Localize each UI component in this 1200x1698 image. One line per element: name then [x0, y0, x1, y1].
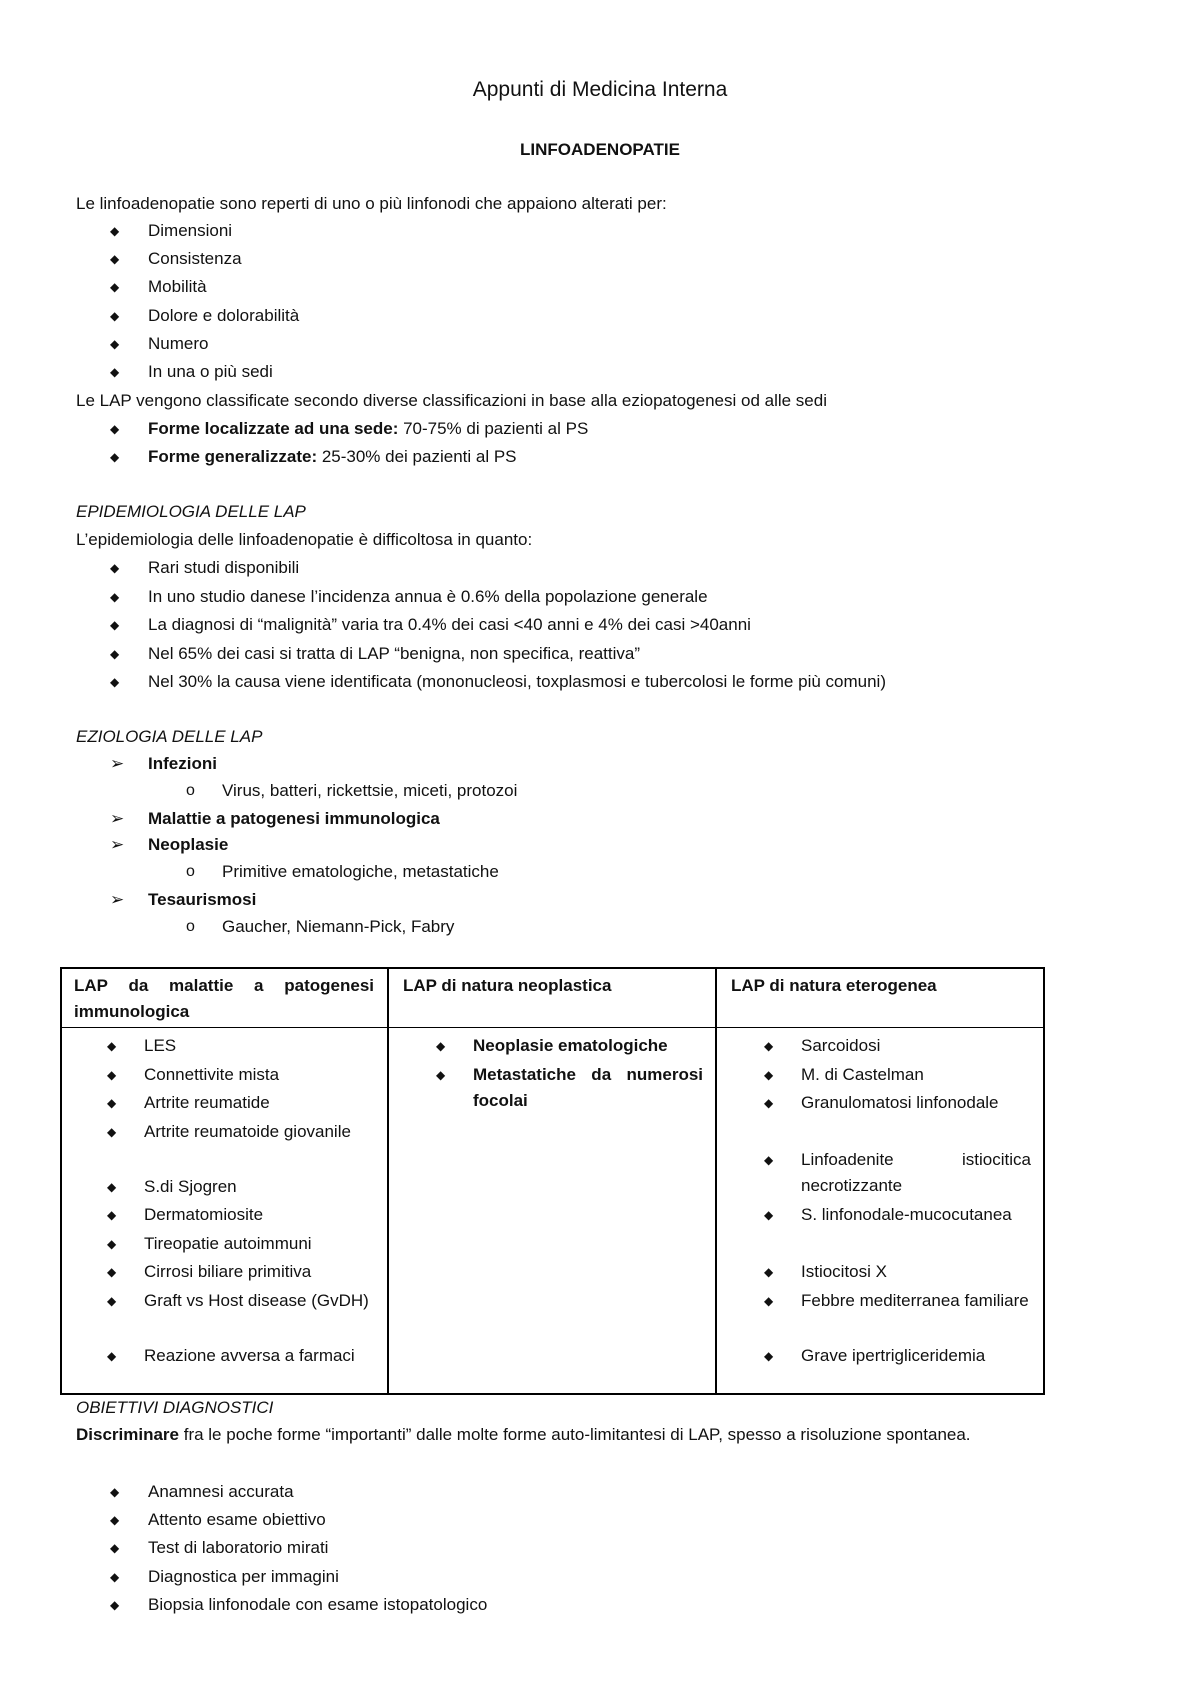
- list-item: Tesaurismosi: [148, 890, 257, 909]
- table-cell-item: M. di Castelman: [801, 1065, 924, 1084]
- table-divider: [387, 969, 389, 1393]
- bullet-icon: ◆: [436, 1068, 446, 1082]
- section-title: LINFOADENOPATIE: [520, 140, 680, 159]
- list-item-bold: Forme localizzate ad una sede:: [148, 419, 399, 438]
- bullet-icon: ◆: [107, 1068, 117, 1082]
- bullet-icon: ◆: [110, 224, 120, 238]
- bullet-icon: ◆: [107, 1349, 117, 1363]
- bullet-icon: ◆: [110, 1485, 120, 1499]
- bullet-icon: ◆: [764, 1153, 774, 1167]
- list-item: Neoplasie: [148, 835, 229, 854]
- bullet-icon: ◆: [110, 280, 120, 294]
- diagnostic-rest: fra le poche forme “importanti” dalle molte forme auto-limitantesi di LAP, spesso a risoluzione spontanea.: [179, 1425, 971, 1444]
- intro-text: Le linfoadenopatie sono reperti di uno o più linfonodi che appaiono alterati per:: [76, 194, 667, 213]
- bullet-icon: ◆: [107, 1180, 117, 1194]
- table-cell-item: Graft vs Host disease (GvDH): [144, 1291, 369, 1310]
- bullet-icon: ◆: [110, 618, 120, 632]
- table-cell-item: Tireopatie autoimmuni: [144, 1234, 312, 1253]
- classification-text: Le LAP vengono classificate secondo diverse classificazioni in base alla eziopatogenesi od alle sedi: [76, 391, 827, 410]
- classification-table: [60, 967, 1045, 1395]
- list-item-text: 25-30% dei pazienti al PS: [317, 447, 517, 466]
- bullet-icon: ◆: [107, 1237, 117, 1251]
- table-cell-item: Reazione avversa a farmaci: [144, 1346, 355, 1365]
- diagnostic-bold: Discriminare: [76, 1425, 179, 1444]
- etiology-heading: EZIOLOGIA DELLE LAP: [76, 727, 263, 746]
- bullet-icon: ◆: [764, 1096, 774, 1110]
- table-cell-item: S. linfonodale-mucocutanea: [801, 1205, 1012, 1224]
- bullet-icon: ◆: [110, 337, 120, 351]
- table-header-cell: LAP da malattie a patogenesi immunologica: [74, 976, 374, 1021]
- list-item: Nel 30% la causa viene identificata (mononucleosi, toxplasmosi e tubercolosi le forme più comuni): [148, 672, 886, 691]
- list-item: In uno studio danese l’incidenza annua è 0.6% della popolazione generale: [148, 587, 708, 606]
- arrow-bullet-icon: ➢: [110, 754, 125, 773]
- list-item: Dolore e dolorabilità: [148, 306, 300, 325]
- epidemiology-heading: EPIDEMIOLOGIA DELLE LAP: [76, 502, 306, 521]
- table-header-cell: LAP di natura neoplastica: [403, 976, 612, 995]
- list-item: Malattie a patogenesi immunologica: [148, 809, 440, 828]
- table-cell-item: Grave ipertrigliceridemia: [801, 1346, 986, 1365]
- arrow-bullet-icon: ➢: [110, 890, 125, 909]
- bullet-icon: ◆: [107, 1265, 117, 1279]
- bullet-icon: ◆: [110, 561, 120, 575]
- circle-bullet-icon: o: [186, 918, 195, 935]
- list-item: La diagnosi di “malignità” varia tra 0.4% dei casi <40 anni e 4% dei casi >40anni: [148, 615, 751, 634]
- arrow-bullet-icon: ➢: [110, 835, 125, 854]
- list-item: Attento esame obiettivo: [148, 1510, 326, 1529]
- bullet-icon: ◆: [110, 252, 120, 266]
- bullet-icon: ◆: [110, 1513, 120, 1527]
- bullet-icon: ◆: [110, 1598, 120, 1612]
- bullet-icon: ◆: [107, 1294, 117, 1308]
- bullet-icon: ◆: [764, 1294, 774, 1308]
- bullet-icon: ◆: [107, 1208, 117, 1222]
- table-cell-item: S.di Sjogren: [144, 1177, 237, 1196]
- list-item: Biopsia linfonodale con esame istopatologico: [148, 1595, 488, 1614]
- table-cell-item: Neoplasie ematologiche: [473, 1036, 668, 1055]
- table-cell-item: Metastatiche da numerosi focolai: [473, 1065, 703, 1110]
- bullet-icon: ◆: [110, 590, 120, 604]
- diagnostic-text: [76, 1421, 1133, 1448]
- list-item: Nel 65% dei casi si tratta di LAP “benigna, non specifica, reattiva”: [148, 644, 641, 663]
- bullet-icon: ◆: [110, 675, 120, 689]
- table-cell-item: Connettivite mista: [144, 1065, 280, 1084]
- circle-bullet-icon: o: [186, 782, 195, 799]
- epidemiology-text: L’epidemiologia delle linfoadenopatie è difficoltosa in quanto:: [76, 530, 533, 549]
- table-cell-item: Sarcoidosi: [801, 1036, 881, 1055]
- table-cell-item: Linfoadenite istiocitica necrotizzante: [801, 1150, 1031, 1195]
- bullet-icon: ◆: [110, 365, 120, 379]
- table-cell-item: Dermatomiosite: [144, 1205, 264, 1224]
- bullet-icon: ◆: [436, 1039, 446, 1053]
- list-item: Rari studi disponibili: [148, 558, 300, 577]
- list-item: Anamnesi accurata: [148, 1482, 294, 1501]
- bullet-icon: ◆: [110, 450, 120, 464]
- table-cell-item: Cirrosi biliare primitiva: [144, 1262, 312, 1281]
- list-item: In una o più sedi: [148, 362, 273, 381]
- bullet-icon: ◆: [110, 309, 120, 323]
- table-cell-item: Istiocitosi X: [801, 1262, 887, 1281]
- table-cell-item: Artrite reumatoide giovanile: [144, 1122, 351, 1141]
- list-item: Consistenza: [148, 249, 242, 268]
- list-item: Dimensioni: [148, 221, 233, 240]
- table-cell-item: Granulomatosi linfonodale: [801, 1093, 999, 1112]
- sub-list-item: Gaucher, Niemann-Pick, Fabry: [222, 917, 455, 936]
- sub-list-item: Virus, batteri, rickettsie, miceti, protozoi: [222, 781, 518, 800]
- list-item: Numero: [148, 334, 209, 353]
- bullet-icon: ◆: [107, 1125, 117, 1139]
- bullet-icon: ◆: [764, 1265, 774, 1279]
- arrow-bullet-icon: ➢: [110, 809, 125, 828]
- bullet-icon: ◆: [764, 1208, 774, 1222]
- bullet-icon: ◆: [110, 422, 120, 436]
- bullet-icon: ◆: [110, 1570, 120, 1584]
- list-item: Diagnostica per immagini: [148, 1567, 339, 1586]
- table-cell-item: Artrite reumatide: [144, 1093, 270, 1112]
- document-title: Appunti di Medicina Interna: [472, 78, 728, 101]
- list-item: Infezioni: [148, 754, 217, 773]
- bullet-icon: ◆: [764, 1068, 774, 1082]
- diagnostic-heading: OBIETTIVI DIAGNOSTICI: [76, 1398, 274, 1417]
- bullet-icon: ◆: [764, 1349, 774, 1363]
- sub-list-item: Primitive ematologiche, metastatiche: [222, 862, 499, 881]
- table-cell-item: LES: [144, 1036, 177, 1055]
- list-item: Test di laboratorio mirati: [148, 1538, 329, 1557]
- bullet-icon: ◆: [110, 647, 120, 661]
- table-header-cell: LAP di natura eterogenea: [731, 976, 937, 995]
- table-divider: [715, 969, 717, 1393]
- list-item: [148, 418, 588, 440]
- list-item-bold: Forme generalizzate:: [148, 447, 318, 466]
- bullet-icon: ◆: [107, 1096, 117, 1110]
- table-divider: [62, 1027, 1043, 1028]
- table-cell-item: Febbre mediterranea familiare: [801, 1291, 1029, 1310]
- bullet-icon: ◆: [110, 1541, 120, 1555]
- bullet-icon: ◆: [764, 1039, 774, 1053]
- bullet-icon: ◆: [107, 1039, 117, 1053]
- list-item: [148, 446, 517, 468]
- circle-bullet-icon: o: [186, 863, 195, 880]
- list-item: Mobilità: [148, 277, 207, 296]
- list-item-text: 70-75% di pazienti al PS: [398, 419, 589, 438]
